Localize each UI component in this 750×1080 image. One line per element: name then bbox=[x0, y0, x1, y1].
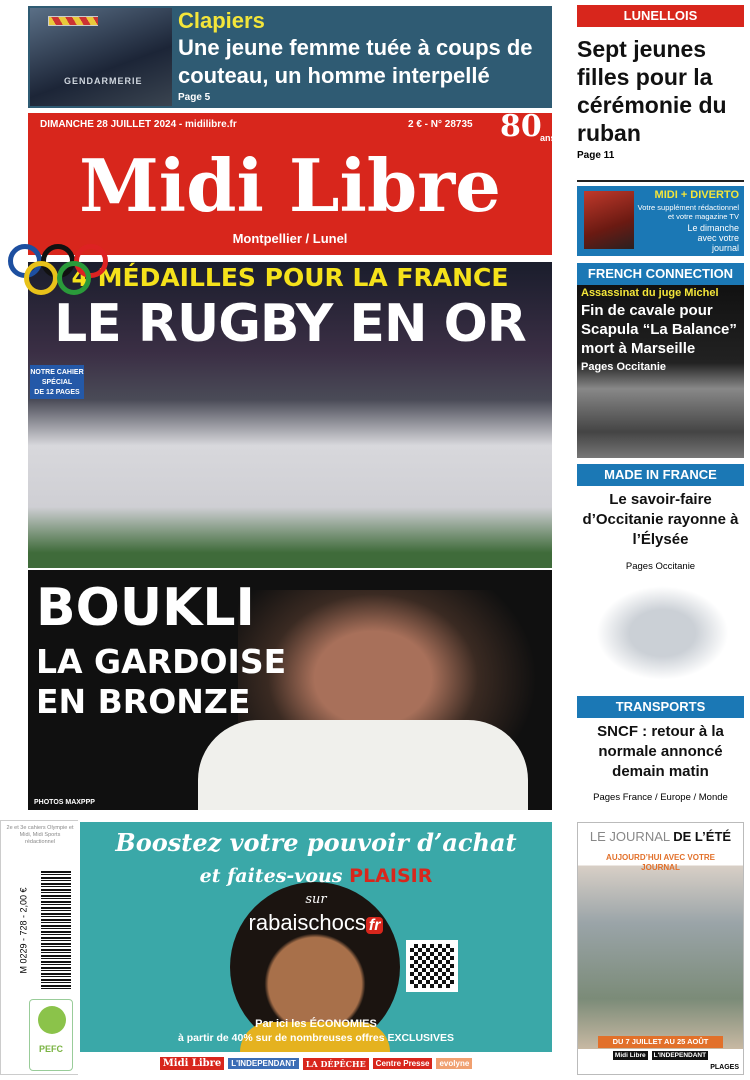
masthead bbox=[28, 109, 556, 255]
top-teaser[interactable] bbox=[28, 6, 552, 108]
ete-sub: AUJOURD’HUI AVEC VOTRE JOURNAL bbox=[606, 853, 715, 872]
fc-headline[interactable]: Fin de cavale pour Scapula “La Balance” mort à Marseille bbox=[581, 302, 737, 357]
divider bbox=[577, 180, 744, 182]
lunel-page: Page 11 bbox=[577, 150, 615, 161]
ad-eco1: Par ici les ÉCONOMIES bbox=[255, 1018, 377, 1030]
ad-brand: rabaischocs fr bbox=[80, 910, 552, 939]
transports-headline[interactable]: SNCF : retour à la normale annoncé demain matin bbox=[597, 723, 724, 780]
lunel-badge: LUNELLOIS bbox=[577, 5, 744, 27]
ete-plages: PLAGES bbox=[710, 1064, 739, 1071]
lunel-headline[interactable]: Sept jeunes filles pour la cérémonie du ruban bbox=[577, 36, 727, 146]
boat-photo bbox=[585, 578, 740, 688]
partner-independant: L'INDEPENDANT bbox=[228, 1058, 299, 1069]
edition: Montpellier / Lunel bbox=[232, 231, 348, 246]
ete-dates: DU 7 JUILLET AU 25 AOÛT bbox=[598, 1036, 723, 1048]
diverto-title: MIDI + DIVERTO bbox=[654, 189, 739, 201]
special-section-badge: NOTRE CAHIER SPÉCIAL DE 12 PAGES bbox=[30, 365, 84, 399]
partner-depeche: LA DÉPÊCHE bbox=[303, 1058, 369, 1070]
section-made-in-france: MADE IN FRANCE bbox=[577, 464, 744, 486]
barcode bbox=[41, 871, 71, 991]
journal-ete-promo[interactable] bbox=[577, 822, 744, 1075]
ad-line3: sur bbox=[305, 892, 327, 907]
supplement-notes: 2e et 3e cahiers Olympie et Midi, Midi Sports rédactionnel bbox=[6, 825, 74, 845]
rabaischocs-ad[interactable] bbox=[80, 822, 552, 1075]
pefc-logo: PEFC bbox=[29, 999, 73, 1071]
photo-credit: PHOTOS MAXPPP bbox=[34, 799, 95, 806]
boukli-story[interactable] bbox=[28, 570, 552, 810]
partner-logos bbox=[80, 1052, 552, 1075]
diverto-cover bbox=[584, 191, 634, 249]
ad-eco2: à partir de 40% sur de nombreuses offres EXCLUSIVES bbox=[177, 1032, 454, 1044]
diverto-day: Le dimanche avec votre journal bbox=[687, 223, 739, 253]
boukli-headline-1[interactable]: BOUKLI bbox=[36, 578, 255, 638]
made-page: Pages Occitanie bbox=[625, 561, 696, 572]
teaser-kicker: Clapiers bbox=[178, 8, 265, 33]
ete-logos bbox=[578, 1051, 743, 1060]
barcode-text: M 0229 - 728 - 2,00 € bbox=[18, 887, 29, 974]
ete-logo-independant: L'INDEPENDANT bbox=[653, 1052, 707, 1059]
partner-evolyne: evolyne bbox=[436, 1058, 472, 1069]
diverto-sub: Votre supplément rédactionnel et votre magazine TV bbox=[637, 203, 739, 221]
teaser-headline[interactable]: Une jeune femme tuée à coups de couteau, un homme interpellé bbox=[178, 35, 533, 88]
diverto-promo[interactable] bbox=[577, 186, 744, 256]
transports-page: Pages France / Europe / Monde bbox=[593, 792, 728, 803]
issue-price: 2 € - N° 28735 bbox=[408, 119, 473, 130]
judo-gi bbox=[198, 720, 528, 810]
olympic-rings-icon bbox=[8, 244, 112, 300]
ad-line2: et faites-vous PLAISIR bbox=[199, 865, 433, 887]
boukli-headline-2: LA GARDOISE bbox=[36, 642, 287, 681]
anniversary-suffix: ans bbox=[540, 133, 556, 143]
ete-title: LE JOURNAL DE L’ÉTÉ bbox=[589, 829, 732, 844]
french-connection-story[interactable] bbox=[577, 285, 744, 458]
fc-page: Pages Occitanie bbox=[581, 361, 666, 373]
boukli-headline-3: EN BRONZE bbox=[36, 682, 251, 721]
partner-centrepresse: Centre Presse bbox=[373, 1058, 433, 1069]
newspaper-logo: Midi Libre bbox=[79, 143, 501, 228]
rugby-story[interactable] bbox=[28, 262, 552, 568]
barcode-strip bbox=[0, 820, 78, 1075]
qr-code[interactable] bbox=[406, 940, 458, 992]
partner-midilibre: Midi Libre bbox=[160, 1057, 225, 1070]
section-french-connection: FRENCH CONNECTION bbox=[577, 263, 744, 285]
rugby-headline[interactable]: LE RUGBY EN OR bbox=[54, 294, 526, 354]
anniversary-logo: 80 bbox=[500, 109, 542, 144]
rugby-kicker: 4 MÉDAILLES POUR LA FRANCE bbox=[71, 263, 509, 292]
ad-line1: Boostez votre pouvoir d’achat bbox=[115, 828, 517, 857]
fc-kicker: Assassinat du juge Michel bbox=[581, 287, 719, 299]
section-transports: TRANSPORTS bbox=[577, 696, 744, 718]
issue-date: DIMANCHE 28 JUILLET 2024 - midilibre.fr bbox=[40, 119, 237, 130]
gendarmerie-photo: GENDARMERIE bbox=[30, 8, 172, 106]
diverto-text bbox=[637, 189, 739, 253]
ete-logo-midilibre: Midi Libre bbox=[614, 1052, 646, 1059]
made-headline[interactable]: Le savoir-faire d’Occitanie rayonne à l’Élysée bbox=[582, 491, 739, 548]
teaser-page: Page 5 bbox=[178, 92, 211, 103]
fc-text bbox=[581, 287, 741, 374]
